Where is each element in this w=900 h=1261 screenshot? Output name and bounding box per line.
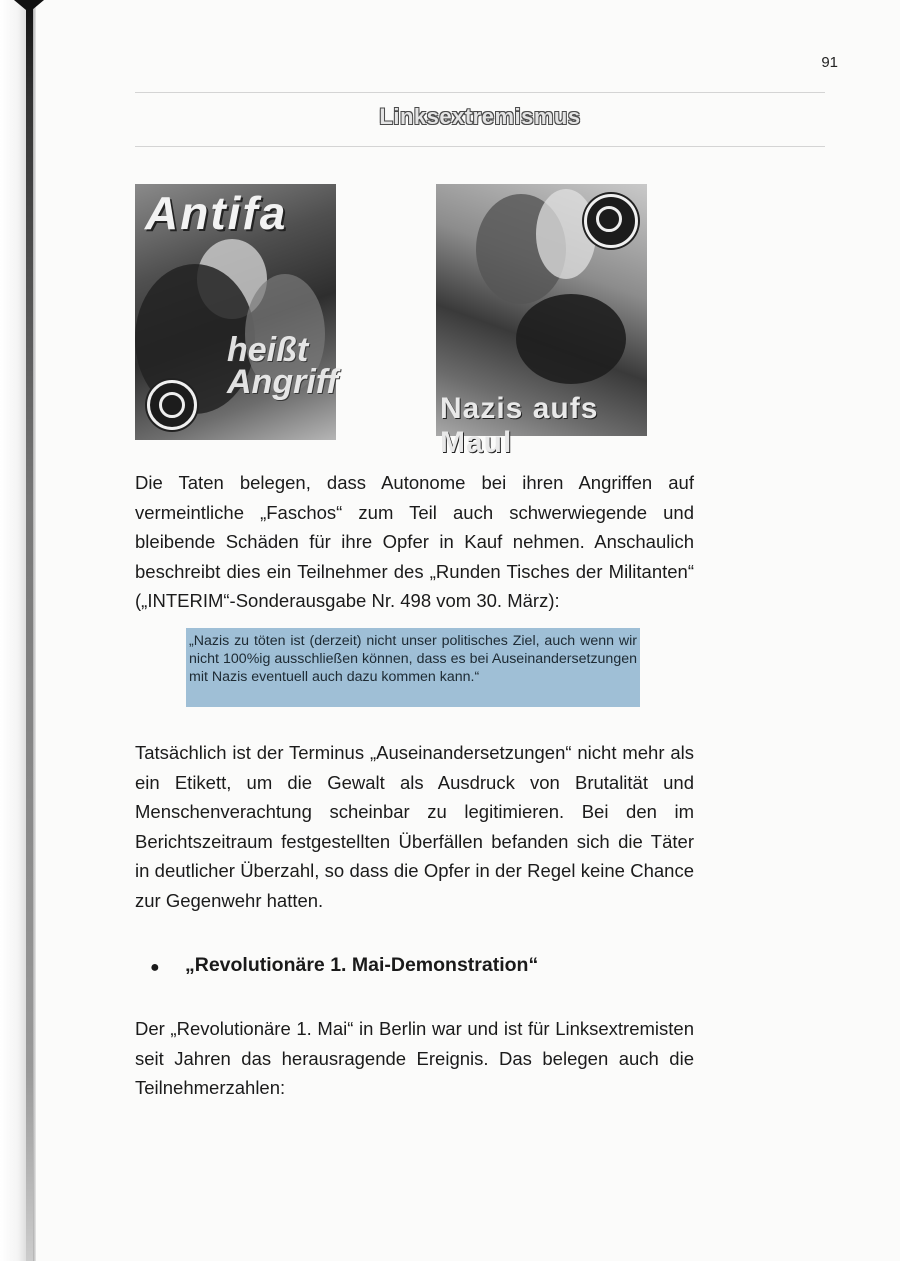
paragraph-may-day: Der „Revolutionäre 1. Mai“ in Berlin war und ist für Linksextremisten seit Jahren das herausragende Ereignis. Das belegen auch die Teilnehmerzahlen: [135,1018,694,1098]
header-rule-bottom [135,146,825,147]
figure-person-shape [516,294,626,384]
demonstration-photo [436,184,647,459]
page-number: 91 [821,54,838,71]
photo-caption-overlay: Nazis aufs Maul [440,392,599,459]
magazine-cover-image [135,184,336,440]
bullet-icon: ● [150,959,160,976]
running-header: Linksextremismus [379,104,581,129]
magazine-subtitle-line: heißt [227,331,309,369]
magazine-title: Antifa [145,187,288,239]
quote-text: „Nazis zu töten ist (derzeit) nicht unser politisches Ziel, auch wenn wir nicht 100%ig ausschließen können, dass es bei Auseinandersetzungen mit Nazis eventuell auch dazu kommen kann.“ [189,633,637,686]
paragraph-analysis: Tatsächlich ist der Terminus „Auseinandersetzungen“ nicht mehr als ein Etikett, um die Gewalt als Ausdruck von Brutalität und Menschenverachtung scheinbar zu legitimieren. Bei den im Berichtszeitraum festgestellten Überfällen befanden sich die Täter in deutlicher Überzahl, so dass die Opfer in der Regel keine Chance zur Gegenwehr hatten. [135,742,694,911]
magazine-subtitle-line: Angriff [227,363,338,401]
paragraph-intro: Die Taten belegen, dass Autonome bei ihren Angriffen auf vermeintliche „Faschos“ zum Teil auch schwerwiegende und bleibende Schäden für ihre Opfer in Kauf nehmen. Anschaulich beschreibt dies ein Teilnehmer des „Runden Tisches der Militanten“ („INTERIM“-Sonderausgabe Nr. 498 vom 30. März): [135,472,694,611]
section-heading: „Revolutionäre 1. Mai-Demonstration“ [185,954,539,976]
magazine-subtitle [227,331,338,401]
header-rule-top [135,92,825,93]
antifa-emblem-icon [584,194,638,248]
antifa-emblem-icon [147,380,197,430]
book-spine [26,0,33,1261]
